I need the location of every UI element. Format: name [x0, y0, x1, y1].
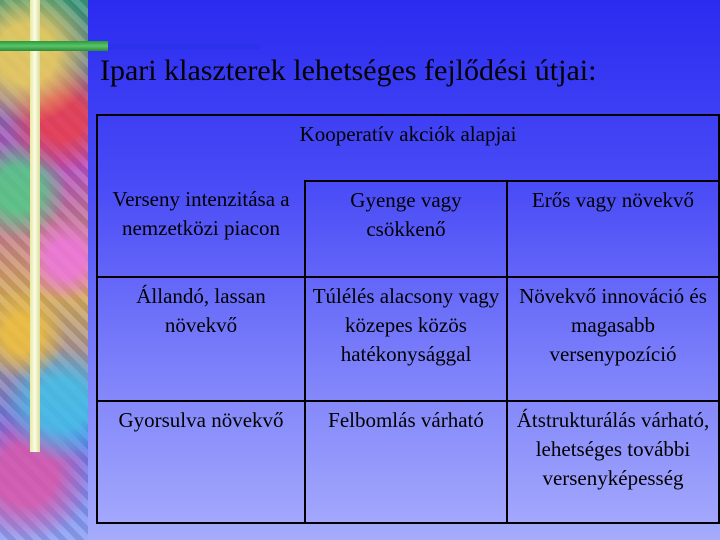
decorative-mosaic-strip — [0, 0, 88, 540]
col-header-strong — [507, 181, 719, 277]
corner-label-cell — [97, 181, 305, 277]
row-label-steady-text: Állandó, lassan növekvő — [136, 284, 266, 337]
top-header-cell — [97, 115, 719, 181]
cell-accelerating-weak — [305, 401, 507, 523]
cell-steady-weak-text: Túlélés alacsony vagy közepes közös hatékonysággal — [312, 284, 500, 366]
cell-steady-weak — [305, 277, 507, 401]
col-header-weak-label: Gyenge vagy csökkenő — [350, 188, 462, 241]
corner-label: Verseny intenzitása a nemzetközi piacon — [112, 187, 290, 240]
top-header-label: Kooperatív akciók alapjai — [299, 122, 517, 146]
col-header-strong-label: Erős vagy növekvő — [531, 188, 695, 212]
slide-title: Ipari klaszterek lehetséges fejlődési útjai: — [100, 54, 597, 87]
development-paths-table — [96, 114, 720, 524]
decorative-horizontal-bar — [0, 41, 108, 51]
col-header-weak — [305, 181, 507, 277]
decorative-vertical-bar — [30, 0, 40, 452]
cell-steady-strong — [507, 277, 719, 401]
row-label-steady — [97, 277, 305, 401]
row-label-accelerating-text: Gyorsulva növekvő — [118, 408, 284, 432]
cell-steady-strong-text: Növekvő innováció és magasabb versenypozíció — [519, 284, 707, 366]
cell-accelerating-weak-text: Felbomlás várható — [328, 408, 484, 432]
cell-accelerating-strong-text: Átstrukturálás várható, lehetséges további versenyképesség — [516, 408, 710, 490]
row-label-accelerating — [97, 401, 305, 523]
cell-accelerating-strong — [507, 401, 719, 523]
